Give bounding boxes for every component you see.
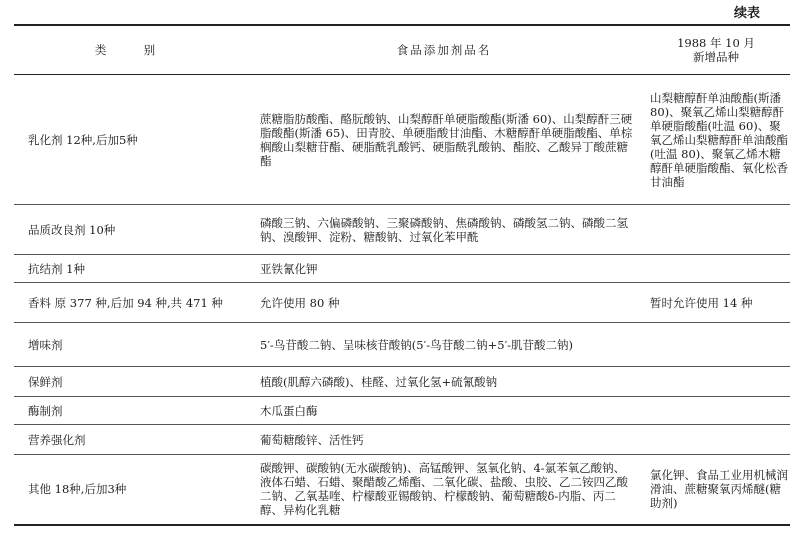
row-items: 植酸(肌醇六磷酸)、桂醛、过氧化氢+硫氰酸钠 xyxy=(260,374,498,389)
table-row xyxy=(14,255,790,283)
row-items: 蔗糖脂肪酸酯、酪朊酸钠、山梨醇酐单硬脂酸酯(斯潘 60)、山梨醇酐三硬脂酸酯(斯潘 65)、田青胶、单硬脂酸甘油酯、木糖醇酐单硬脂酸酯、单棕榈酸山梨糖苷酯、硬脂酰乳酸钙、硬脂酰乳酸钠、酯胶、乙酸异丁酸蔗糖酯 xyxy=(260,111,633,168)
row-category: 乳化剂 12种,后加5种 xyxy=(28,132,138,147)
header-new-1988: 1988 年 10 月 新增品种 xyxy=(677,36,755,64)
row-category: 保鲜剂 xyxy=(28,374,63,389)
additives-table xyxy=(14,24,790,526)
table-row xyxy=(14,367,790,397)
row-category: 其他 18种,后加3种 xyxy=(28,482,127,497)
row-new-1988: 暂时允许使用 14 种 xyxy=(650,295,753,310)
row-category: 抗结剂 1种 xyxy=(28,261,85,276)
table-row xyxy=(14,75,790,205)
row-category: 香料 原 377 种,后加 94 种,共 471 种 xyxy=(28,295,223,310)
table-row xyxy=(14,455,790,525)
row-items: 葡萄糖酸锌、活性钙 xyxy=(260,432,364,447)
row-items: 木瓜蛋白酶 xyxy=(260,403,318,418)
row-items: 磷酸三钠、六偏磷酸钠、三聚磷酸钠、焦磷酸钠、磷酸氢二钠、磷酸二氢钠、溴酸钾、淀粉、糖酸钠、过氧化苯甲酰 xyxy=(260,215,628,244)
row-new-1988: 山梨糖醇酐单油酸酯(斯潘 80)、聚氧乙烯山梨糖醇酐单硬脂酸酯(吐温 60)、聚氧乙烯山梨糖醇酐单油酸酯(吐温 80)、聚氧乙烯木糖醇酐单硬脂酸酯、氧化松香甘油酯 xyxy=(650,90,788,189)
table-row xyxy=(14,425,790,455)
row-category: 品质改良剂 10种 xyxy=(28,222,116,237)
row-items: 碳酸钾、碳酸钠(无水碳酸钠)、高锰酸钾、氢氧化钠、4-氯苯氧乙酸钠、液体石蜡、石蜡、聚醋酸乙烯酯、二氧化碳、盐酸、虫胶、乙二铵四乙酸二钠、乙氧基喹、柠檬酸亚锡酸钠、柠檬酸钠、葡萄糖酸δ-内脂、丙二醇、异构化乳糖 xyxy=(260,461,628,518)
row-new-1988 xyxy=(642,367,790,397)
table-row xyxy=(14,283,790,323)
row-items: 亚铁氰化钾 xyxy=(260,261,318,276)
row-new-1988 xyxy=(642,397,790,425)
row-category: 酶制剂 xyxy=(28,403,63,418)
table-row xyxy=(14,397,790,425)
row-new-1988 xyxy=(642,205,790,255)
header-additive-names: 食品添加剂品名 xyxy=(396,43,492,57)
row-new-1988 xyxy=(642,255,790,283)
table-row xyxy=(14,323,790,367)
row-items: 允许使用 80 种 xyxy=(260,295,340,310)
table-row xyxy=(14,205,790,255)
row-new-1988: 氯化钾、食品工业用机械润滑油、蔗糖聚氧丙烯醚(糖助剂) xyxy=(650,468,788,511)
header-row xyxy=(14,25,790,75)
row-category: 营养强化剂 xyxy=(28,432,86,447)
continued-label: 续表 xyxy=(733,6,760,21)
row-new-1988 xyxy=(642,323,790,367)
header-category: 类 别 xyxy=(94,43,166,57)
row-items: 5′-鸟苷酸二钠、呈味核苷酸钠(5′-鸟苷酸二钠+5′-肌苷酸二钠) xyxy=(260,337,574,352)
row-new-1988 xyxy=(642,425,790,455)
row-category: 增味剂 xyxy=(28,337,63,352)
